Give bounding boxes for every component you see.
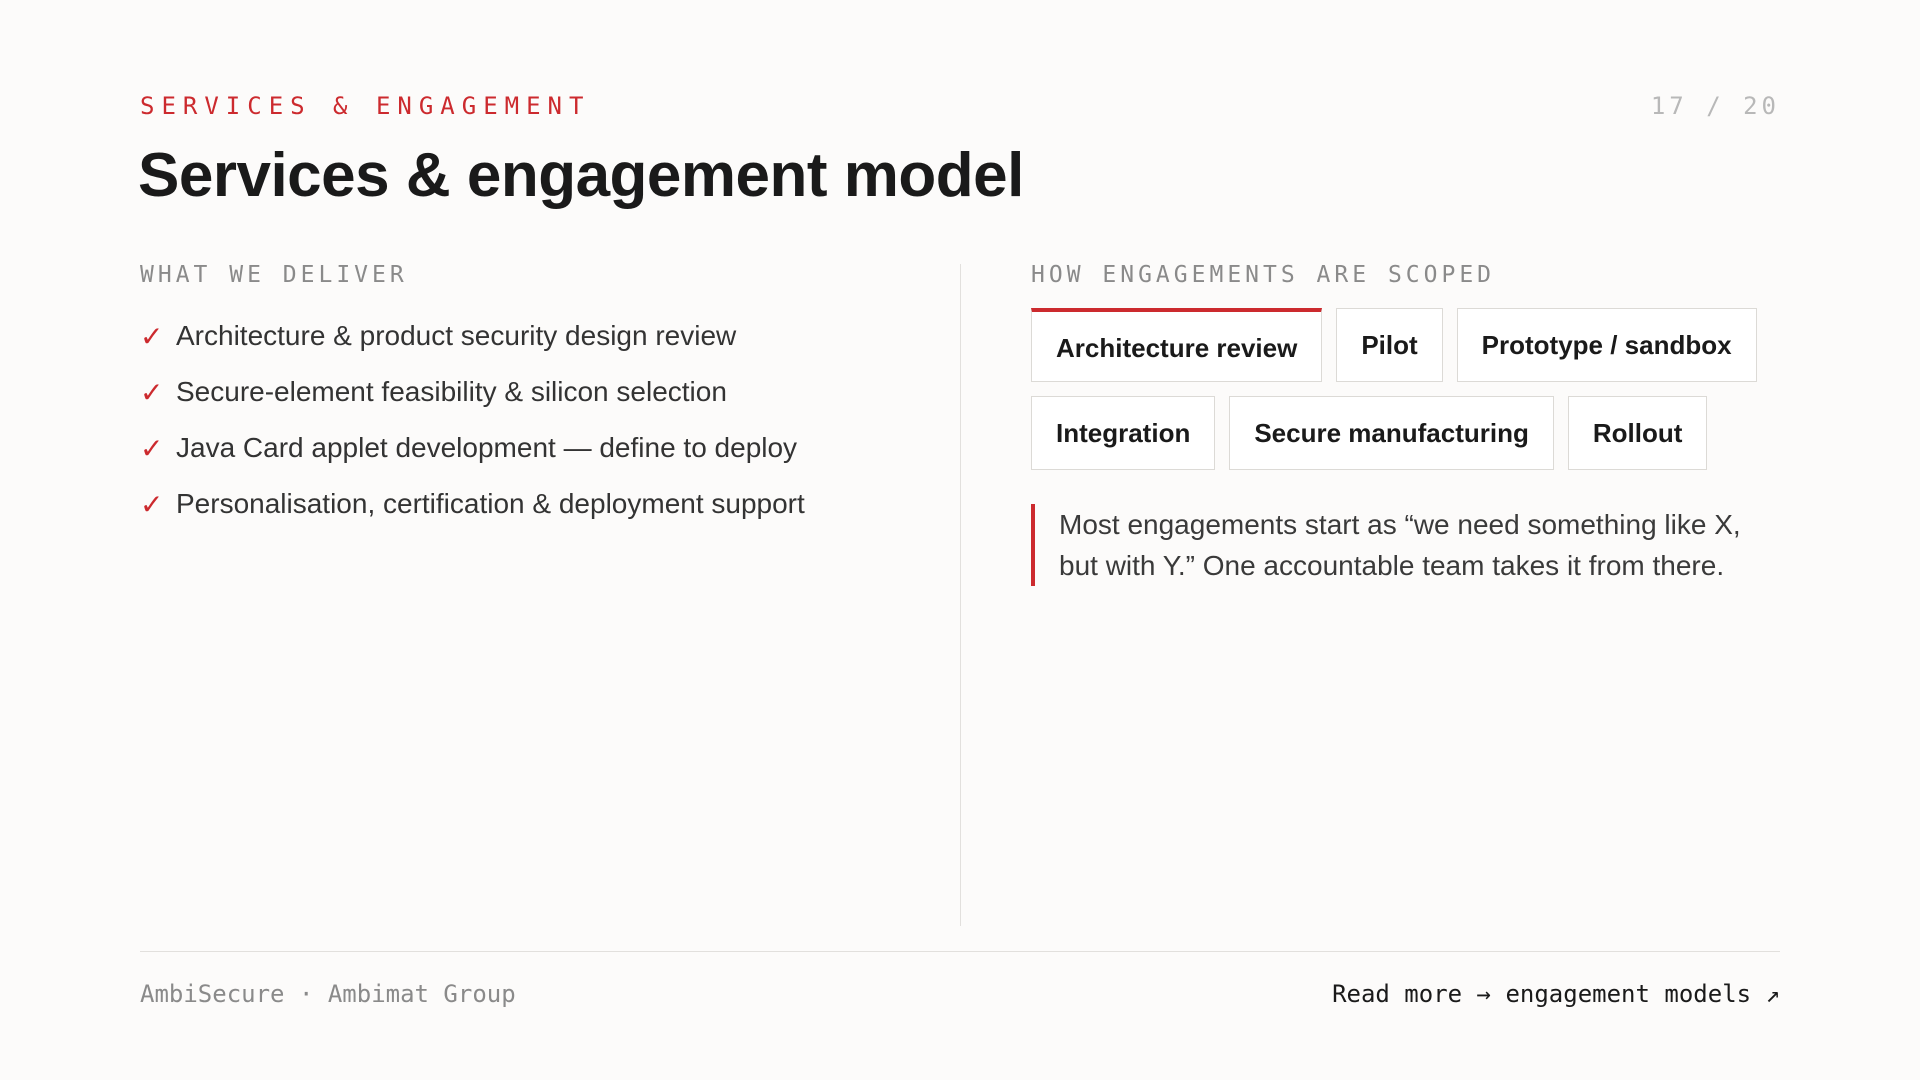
tab-rollout[interactable]: Rollout bbox=[1568, 396, 1708, 470]
list-item-text: Architecture & product security design review bbox=[176, 320, 737, 351]
column-divider bbox=[960, 264, 961, 926]
checkmark-icon: ✓ bbox=[140, 320, 164, 352]
tab-architecture-review[interactable]: Architecture review bbox=[1031, 308, 1322, 382]
scoping-section-label: HOW ENGAGEMENTS ARE SCOPED bbox=[1031, 262, 1496, 288]
read-more-link[interactable]: Read more → engagement models ↗ bbox=[1332, 980, 1780, 1008]
checkmark-icon: ✓ bbox=[140, 488, 164, 520]
list-item bbox=[140, 476, 930, 532]
tab-prototype-sandbox[interactable]: Prototype / sandbox bbox=[1457, 308, 1757, 382]
list-item-text: Personalisation, certification & deployment support bbox=[176, 488, 805, 519]
tab-integration[interactable]: Integration bbox=[1031, 396, 1215, 470]
page-number: 17 / 20 bbox=[1650, 92, 1780, 120]
section-eyebrow: SERVICES & ENGAGEMENT bbox=[140, 92, 591, 120]
list-item-text: Java Card applet development — define to deploy bbox=[176, 432, 798, 463]
list-item bbox=[140, 364, 930, 420]
deliver-list bbox=[140, 308, 930, 532]
list-item bbox=[140, 420, 930, 476]
scoping-column bbox=[1031, 262, 1781, 586]
page-title: Services & engagement model bbox=[138, 141, 1024, 210]
checkmark-icon: ✓ bbox=[140, 432, 164, 464]
checkmark-icon: ✓ bbox=[140, 376, 164, 408]
footer-divider bbox=[140, 951, 1780, 952]
deliver-column bbox=[140, 262, 930, 532]
tab-secure-manufacturing[interactable]: Secure manufacturing bbox=[1229, 396, 1554, 470]
footer-brand: AmbiSecure · Ambimat Group bbox=[140, 980, 516, 1008]
list-item bbox=[140, 308, 930, 364]
tab-pilot[interactable]: Pilot bbox=[1336, 308, 1442, 382]
list-item-text: Secure-element feasibility & silicon selection bbox=[176, 376, 727, 407]
engagement-quote: Most engagements start as “we need something like X, but with Y.” One accountable team takes it from there. bbox=[1031, 504, 1779, 586]
engagement-stage-tabs bbox=[1031, 308, 1771, 470]
deliver-section-label: WHAT WE DELIVER bbox=[140, 262, 408, 288]
